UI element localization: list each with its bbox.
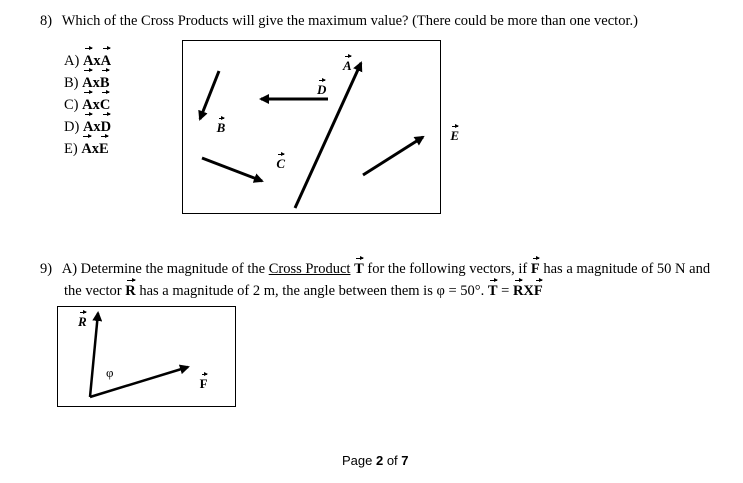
of-word: of bbox=[383, 453, 402, 468]
vector-label: C bbox=[100, 94, 110, 116]
vector-t-label: T bbox=[487, 283, 498, 299]
vector-e-label: E bbox=[450, 128, 460, 143]
equals-sign: = bbox=[497, 283, 513, 299]
vector-a-label: A bbox=[343, 58, 352, 73]
option-letter: D) bbox=[64, 119, 80, 135]
vector-diagram-q8 bbox=[182, 40, 460, 214]
cross-operator: x bbox=[93, 53, 101, 69]
vector-a-label: A bbox=[83, 50, 93, 72]
cross-operator: x bbox=[92, 97, 100, 113]
vector-t-label: T bbox=[354, 261, 364, 277]
question-9-line2 bbox=[64, 282, 543, 300]
question-text: A) Determine the magnitude of the bbox=[61, 261, 269, 277]
page-current: 2 bbox=[375, 453, 384, 468]
vector-r-label: R bbox=[125, 283, 136, 299]
cross-product-link[interactable]: Cross Product bbox=[268, 261, 351, 277]
cross-operator: X bbox=[523, 283, 534, 299]
vector-a-label: A bbox=[81, 138, 91, 160]
vector-a-label: A bbox=[83, 116, 93, 138]
vector-r-label: R bbox=[78, 314, 87, 329]
cross-operator: x bbox=[92, 75, 100, 91]
vector-c-arrow bbox=[202, 158, 262, 181]
question-number: 8) bbox=[40, 13, 53, 29]
vector-a-arrow bbox=[295, 63, 361, 208]
cross-operator: x bbox=[93, 119, 101, 135]
vector-label: E bbox=[99, 138, 109, 160]
question-9-line1 bbox=[40, 260, 710, 278]
question-text: Which of the Cross Products will give the maximum value? (There could be more than one vector.) bbox=[61, 13, 638, 29]
vector-b-arrow bbox=[200, 71, 219, 119]
vector-f-arrow bbox=[90, 367, 188, 397]
option-c[interactable] bbox=[64, 94, 111, 116]
question-8-prompt bbox=[40, 12, 638, 30]
option-e[interactable] bbox=[64, 138, 111, 160]
vector-r-label: R bbox=[512, 283, 524, 299]
option-b[interactable] bbox=[64, 72, 111, 94]
vector-e-arrow bbox=[363, 137, 423, 175]
page-number bbox=[342, 453, 409, 468]
page-word: Page bbox=[342, 453, 376, 468]
option-letter: A) bbox=[64, 53, 80, 69]
question-text: has a magnitude of 50 N and bbox=[539, 261, 711, 277]
question-text: for the following vectors, if bbox=[363, 261, 531, 277]
vector-f-label: F bbox=[530, 261, 540, 277]
question-text: the vector bbox=[64, 283, 126, 299]
vector-d-label: D bbox=[317, 82, 327, 97]
question-text: has a magnitude of 2 m, the angle between them is φ = 50°. bbox=[135, 283, 488, 299]
option-a[interactable] bbox=[64, 50, 111, 72]
cross-operator: x bbox=[91, 141, 100, 157]
vector-label: A bbox=[101, 50, 111, 72]
angle-phi-label: φ bbox=[106, 365, 114, 380]
option-letter: C) bbox=[64, 97, 79, 113]
vector-f-label: F bbox=[533, 283, 543, 299]
vector-label: B bbox=[100, 72, 110, 94]
vector-b-label: B bbox=[216, 120, 226, 135]
vector-a-label: A bbox=[82, 72, 92, 94]
vector-label: D bbox=[101, 116, 111, 138]
option-letter: E) bbox=[64, 141, 78, 157]
question-number: 9) bbox=[40, 261, 53, 277]
vector-f-label: F bbox=[199, 376, 208, 391]
option-letter: B) bbox=[64, 75, 79, 91]
vector-diagram-q9 bbox=[57, 306, 236, 407]
vector-c-label: C bbox=[276, 156, 286, 171]
vector-a-label: A bbox=[82, 94, 92, 116]
vector-r-arrow bbox=[90, 313, 98, 397]
page-total: 7 bbox=[401, 453, 409, 468]
answer-options bbox=[64, 50, 111, 160]
